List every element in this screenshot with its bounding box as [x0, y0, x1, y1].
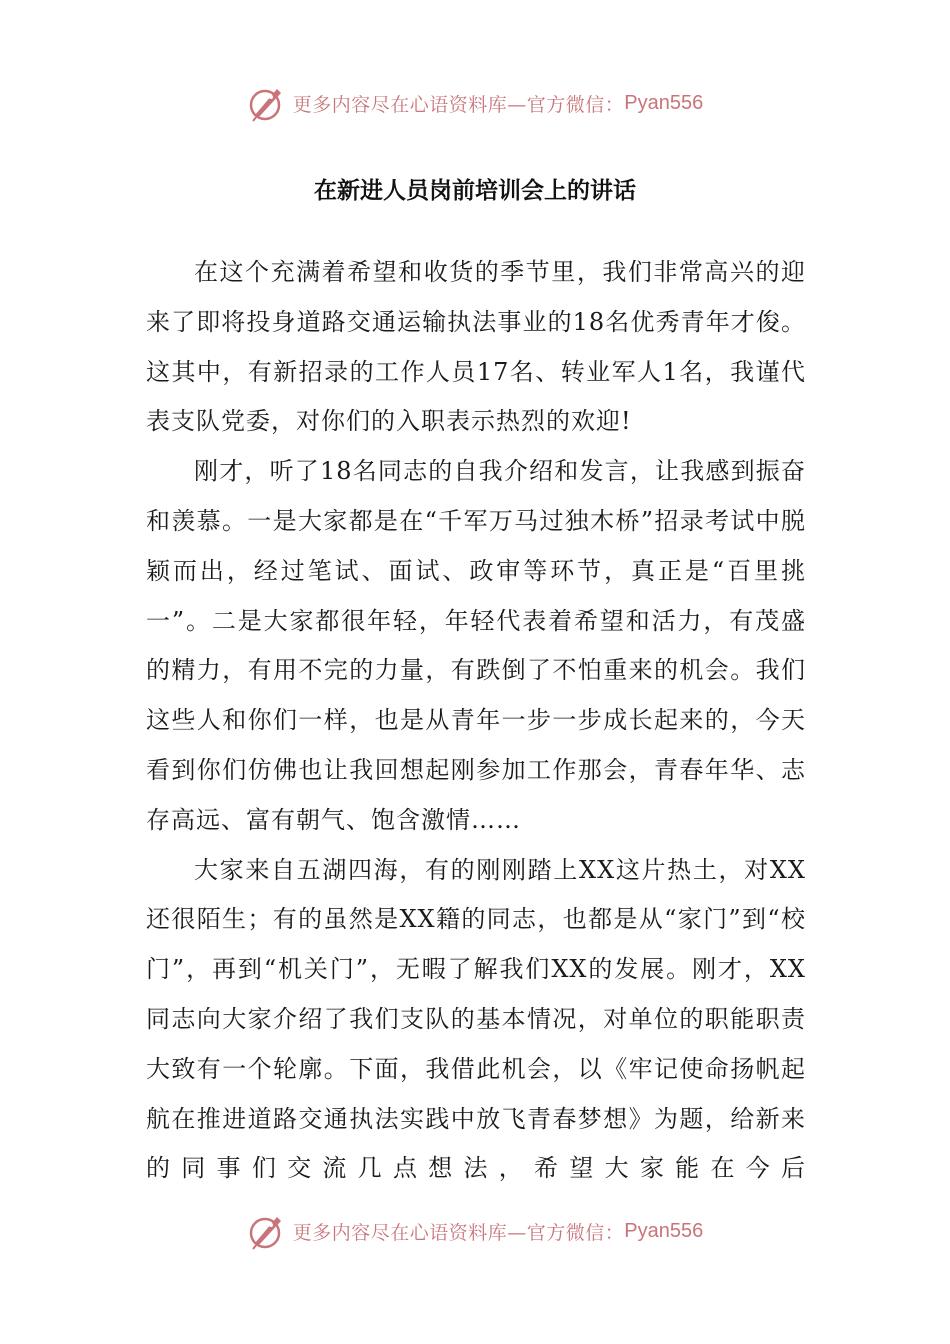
- header-banner-account: Pyan556: [624, 91, 704, 114]
- quill-pen-logo-icon: [247, 1211, 287, 1251]
- quill-pen-logo-icon: [247, 83, 287, 123]
- footer-banner: [0, 1208, 950, 1254]
- paragraph: 大家来自五湖四海，有的刚刚踏上XX这片热土，对XX还很陌生；有的虽然是XX籍的同志，也都是从“家门”到“校门”，再到“机关门”，无暇了解我们XX的发展。刚才，XX同志向大家介绍了我们支队的基本情况，对单位的职能职责大致有一个轮廓。下面，我借此机会，以《牢记使命扬帆起航在推进道路交通执法实践中放飞青春梦想》为题，给新来的同事们交流几点想法，希望大家能在今后: [146, 855, 806, 1183]
- header-banner: [0, 80, 950, 126]
- document-title: 在新进人员岗前培训会上的讲话: [314, 178, 636, 204]
- paragraph: 刚才，听了18名同志的自我介绍和发言，让我感到振奋和羡慕。一是大家都是在“千军万马过独木桥”招录考试中脱颖而出，经过笔试、面试、政审等环节，真正是“百里挑一”。二是大家都很年轻，年轻代表着希望和活力，有茂盛的精力，有用不完的力量，有跌倒了不怕重来的机会。我们这些人和你们一样，也是从青年一步一步成长起来的，今天看到你们仿佛也让我回想起刚参加工作那会，青春年华、志存高远、富有朝气、饱含激情……: [146, 457, 806, 834]
- header-banner-text: 更多内容尽在心语资料库—官方微信：: [292, 93, 625, 116]
- footer-banner-account: Pyan556: [624, 1219, 704, 1242]
- paragraph: 在这个充满着希望和收货的季节里，我们非常高兴的迎来了即将投身道路交通运输执法事业的18名优秀青年才俊。这其中，有新招录的工作人员17名、转业军人1名，我谨代表支队党委，对你们的入职表示热烈的欢迎!: [146, 258, 806, 436]
- document-body: [146, 248, 806, 1194]
- footer-banner-text: 更多内容尽在心语资料库—官方微信：: [292, 1221, 625, 1244]
